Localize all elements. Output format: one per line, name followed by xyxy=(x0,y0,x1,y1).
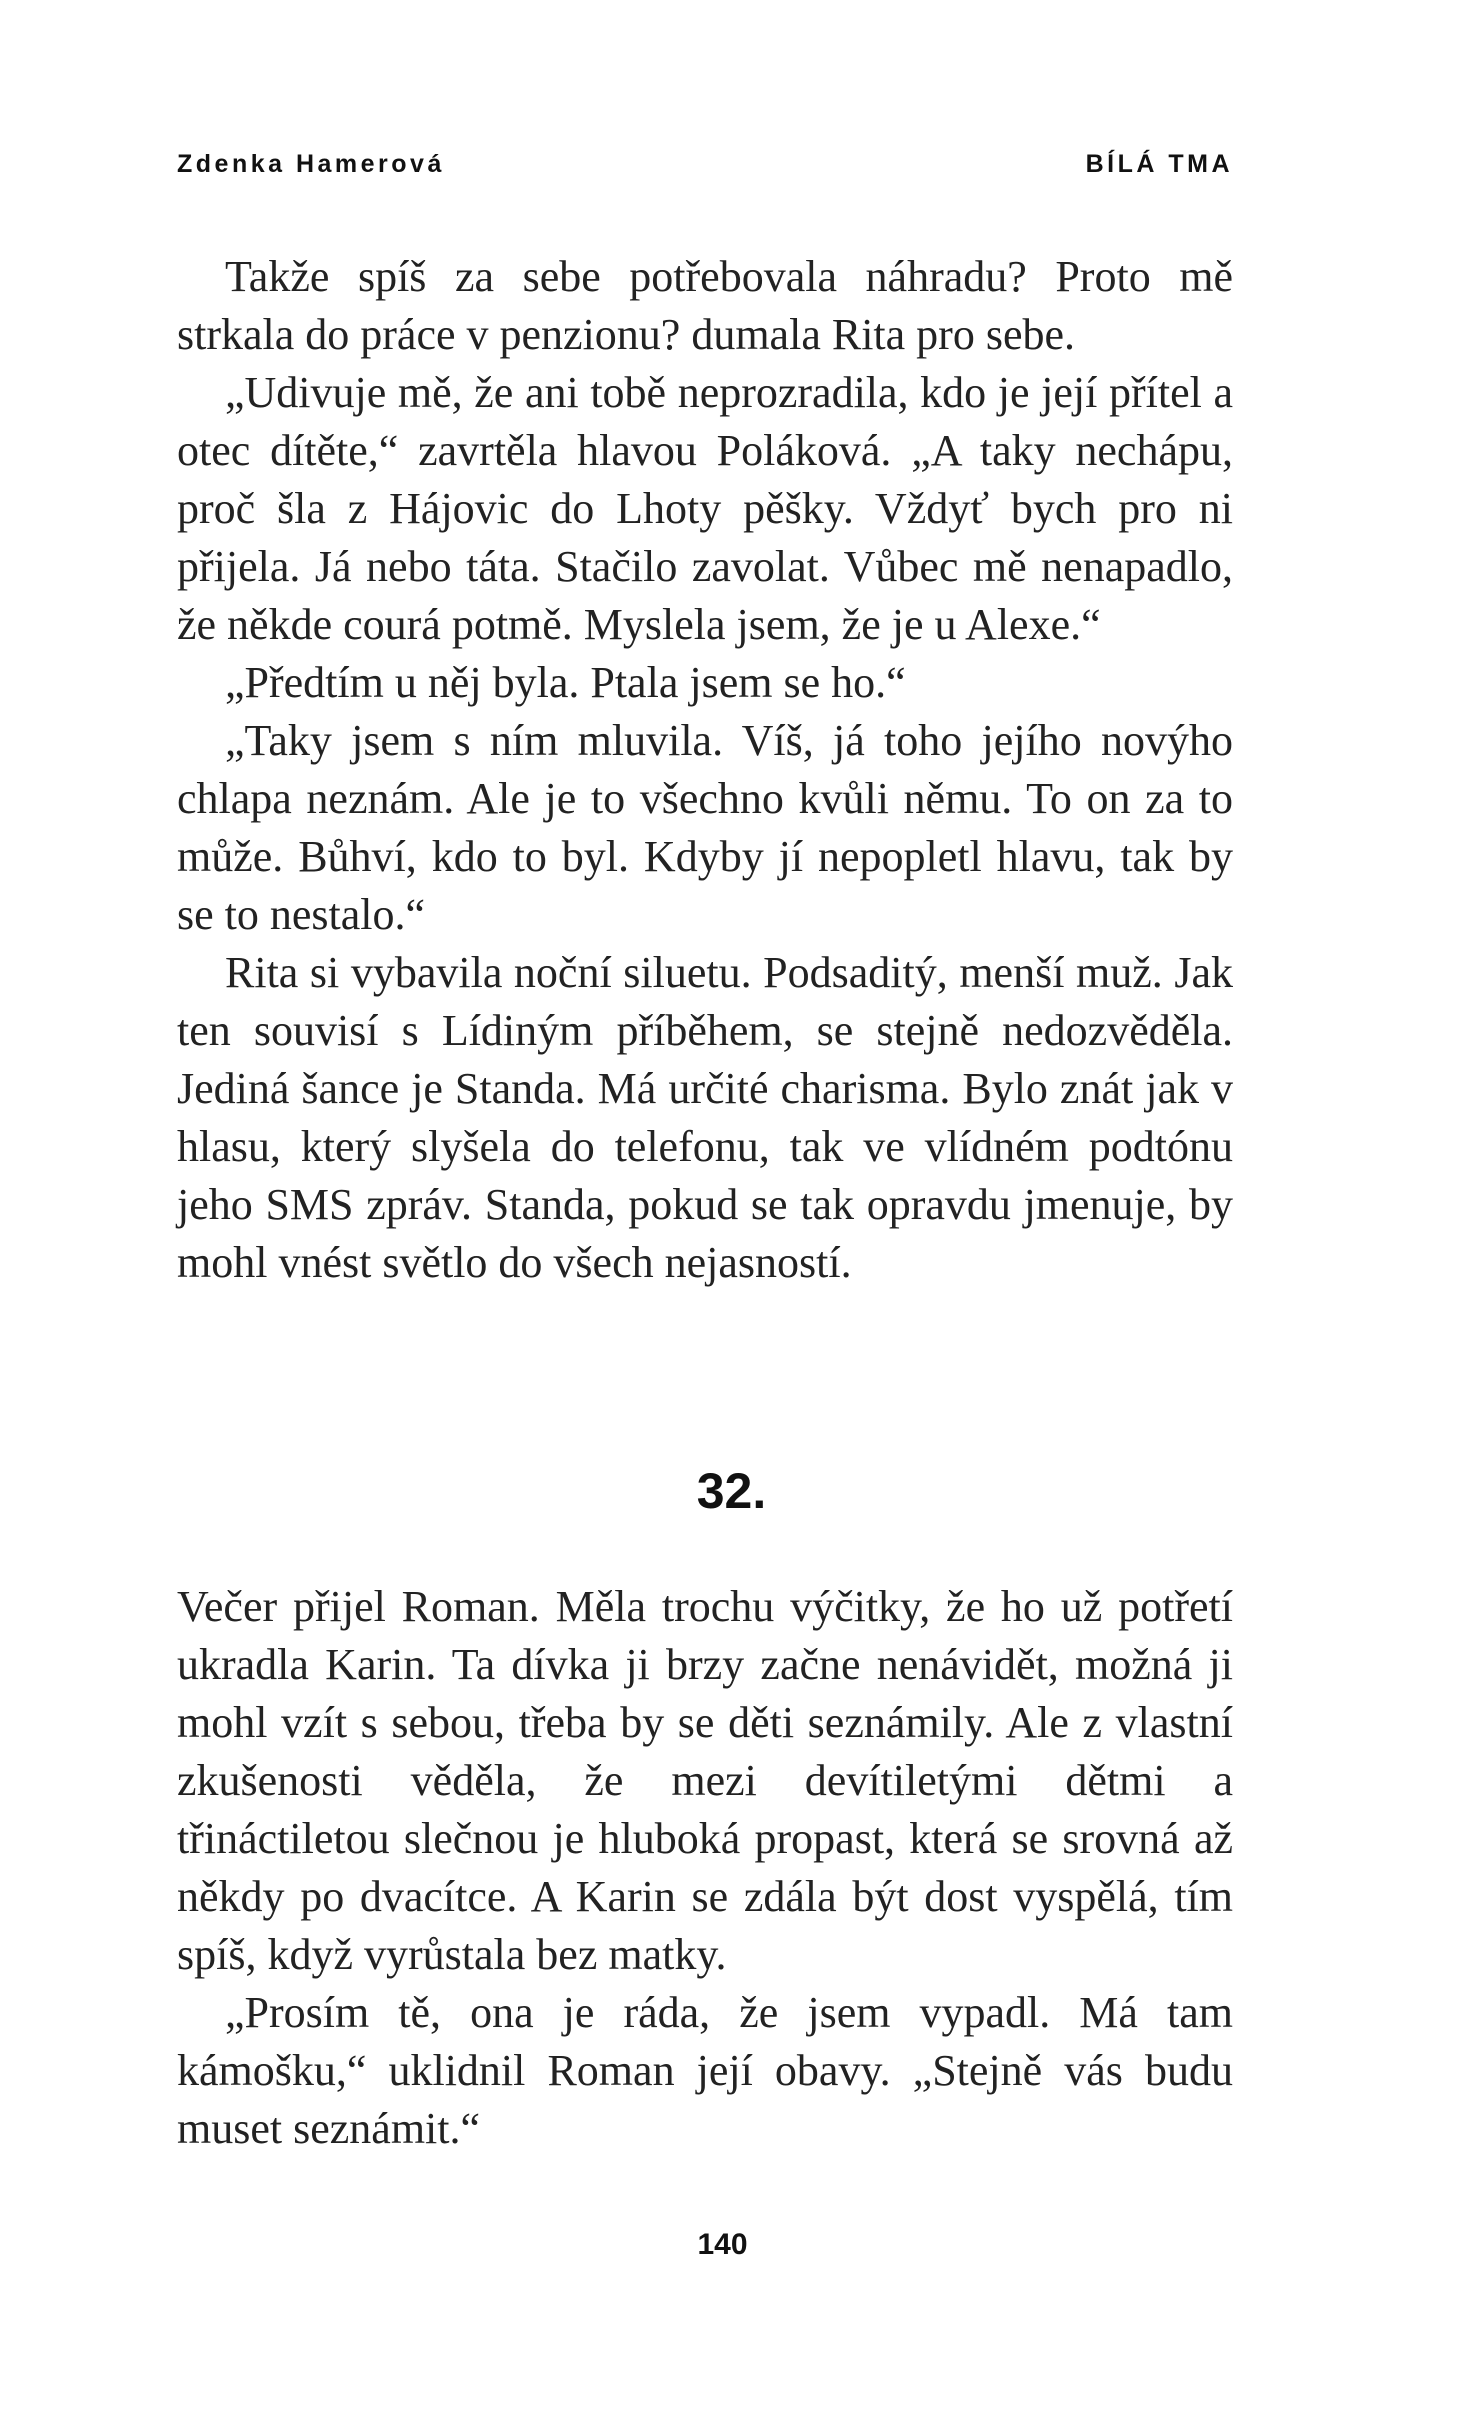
chapter-heading xyxy=(0,1462,1477,1520)
paragraph: „Prosím tě, ona je ráda, že jsem vypadl. Má tam kámošku,“ uklidnil Roman její obavy. „Stejně vás budu muset seznámit.“ xyxy=(177,1988,1233,2153)
text-section-chapter-32 xyxy=(177,1578,1233,2158)
header-book-title: BÍLÁ TMA xyxy=(1085,150,1233,178)
paragraph: „Udivuje mě, že ani tobě neprozradila, kdo je její přítel a otec dítěte,“ zavrtěla hlavou Poláková. „A taky nechápu, proč šla z Hájovic do Lhoty pěšky. Vždyť bych pro ni přijela. Já nebo táta. Stačilo zavolat. Vůbec mě nenapadlo, že někde courá potmě. Myslela jsem, že je u Alexe.“ xyxy=(177,368,1233,649)
paragraph: Takže spíš za sebe potřebovala náhradu? Proto mě strkala do práce v penzionu? dumala Rita pro sebe. xyxy=(177,252,1233,359)
paragraph: Rita si vybavila noční siluetu. Podsaditý, menší muž. Jak ten souvisí s Lídiným příběhem, se stejně nedozvěděla. Jediná šance je Standa. Má určité charisma. Bylo znát jak v hlasu, který slyšela do telefonu, tak ve vlídném podtónu jeho SMS zpráv. Standa, pokud se tak opravdu jmenuje, by mohl vnést světlo do všech nejasností. xyxy=(177,948,1233,1287)
paragraph: Večer přijel Roman. Měla trochu výčitky, že ho už potřetí ukradla Karin. Ta dívka ji brzy začne nenávidět, možná ji mohl vzít s sebou, třeba by se děti seznámily. Ale z vlastní zkušenosti věděla, že mezi devítiletými dětmi a třináctiletou slečnou je hluboká propast, která se srovná až někdy po dvacítce. A Karin se zdála být dost vyspělá, tím spíš, když vyrůstala bez matky. xyxy=(177,1582,1233,1979)
chapter-number: 32. xyxy=(696,1463,767,1519)
header-author: Zdenka Hamerová xyxy=(177,150,445,178)
page-number: 140 xyxy=(697,2228,748,2261)
paragraph: „Předtím u něj byla. Ptala jsem se ho.“ xyxy=(225,658,906,707)
paragraph: „Taky jsem s ním mluvila. Víš, já toho jejího novýho chlapa neznám. Ale je to všechno kvůli němu. To on za to může. Bůhví, kdo to byl. Kdyby jí nepopletl hlavu, tak by se to nestalo.“ xyxy=(177,716,1233,939)
running-header xyxy=(177,150,1233,179)
page-footer xyxy=(0,2228,1477,2262)
text-section-continued xyxy=(177,248,1233,1292)
